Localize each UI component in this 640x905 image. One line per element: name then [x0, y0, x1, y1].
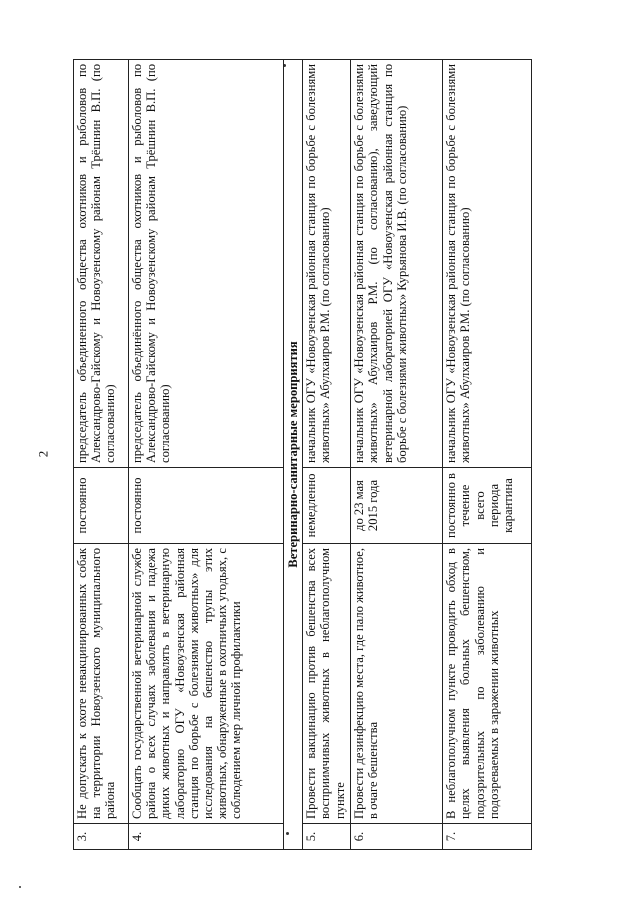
rotated-table-container: [73, 60, 530, 850]
scan-speck: [19, 886, 21, 888]
row-number: 3.: [74, 824, 129, 850]
row-number: 5.: [303, 824, 351, 850]
responsible-cell: председатель объединённого общества охотников и рыболовов по Александрово-Гайскому и Новоузенскому районам Трёшнин В.П. (по согласованию): [129, 60, 284, 468]
responsible-cell: начальник ОГУ «Новоузенская районная станция по борьбе с болезнями животных» Абулхаиров Р.М. (по согласованию), заведующий ветеринарной лабораторией ОГУ «Новоузенская районная станция по борьбе с болезнями животных» Курьянова И.В. (по согласованию): [351, 60, 443, 468]
action-cell: Сообщать государственной ветеринарной службе района о всех случаях заболевания и падежа диких животных и направлять в ветеринарную лабораторию ОГУ «Новоузенская районная станция по борьбе с болезнями животных» для исследования на бешенство трупы этих животных, обнаруженные в охотничьих угодьях, с соблюдением мер личной профилактики: [129, 544, 284, 824]
responsible-cell: начальник ОГУ «Новоузенская районная станция по борьбе с болезнями животных» Абулхаиров Р.М. (по согласованию): [303, 60, 351, 468]
term-cell: до 23 мая 2015 года: [351, 468, 443, 544]
action-cell: В неблагополучном пункте проводить обход в целях выявления больных бешенством, подозрительных по заболеванию и подозреваемых в заражении животных: [443, 544, 532, 824]
table-row: [303, 60, 351, 850]
term-cell: постоянно: [74, 468, 129, 544]
table-row: [351, 60, 443, 850]
action-cell: Не допускать к охоте невакцинированных собак на территории Новоузенского муниципального района: [74, 544, 129, 824]
responsible-cell: председатель объединенного общества охотников и рыболовов по Александрово-Гайскому и Новоузенскому районам Трёшнин В.П. (по согласованию): [74, 60, 129, 468]
page-number: 2: [35, 450, 51, 458]
row-number: 7.: [443, 824, 532, 850]
table-row: [74, 60, 129, 850]
section-row: [284, 60, 303, 850]
row-number: 6.: [351, 824, 443, 850]
row-number: 4.: [129, 824, 284, 850]
action-cell: Провести дезинфекцию места, где пало животное, в очаге бешенства: [351, 544, 443, 824]
table-row: [129, 60, 284, 850]
term-cell: постоянно в течение всего периода карантина: [443, 468, 532, 544]
action-cell: Провести вакцинацию против бешенства всех восприимчивых животных в неблагополучном пункте: [303, 544, 351, 824]
table-row: [443, 60, 532, 850]
section-title: Ветеринарно-санитарные мероприятия: [284, 60, 303, 850]
term-cell: немедленно: [303, 468, 351, 544]
measures-table: [73, 59, 532, 850]
term-cell: постоянно: [129, 468, 284, 544]
responsible-cell: начальник ОГУ «Новоузенская районная станция по борьбе с болезнями животных» Абулхаиров Р.М. (по согласованию): [443, 60, 532, 468]
